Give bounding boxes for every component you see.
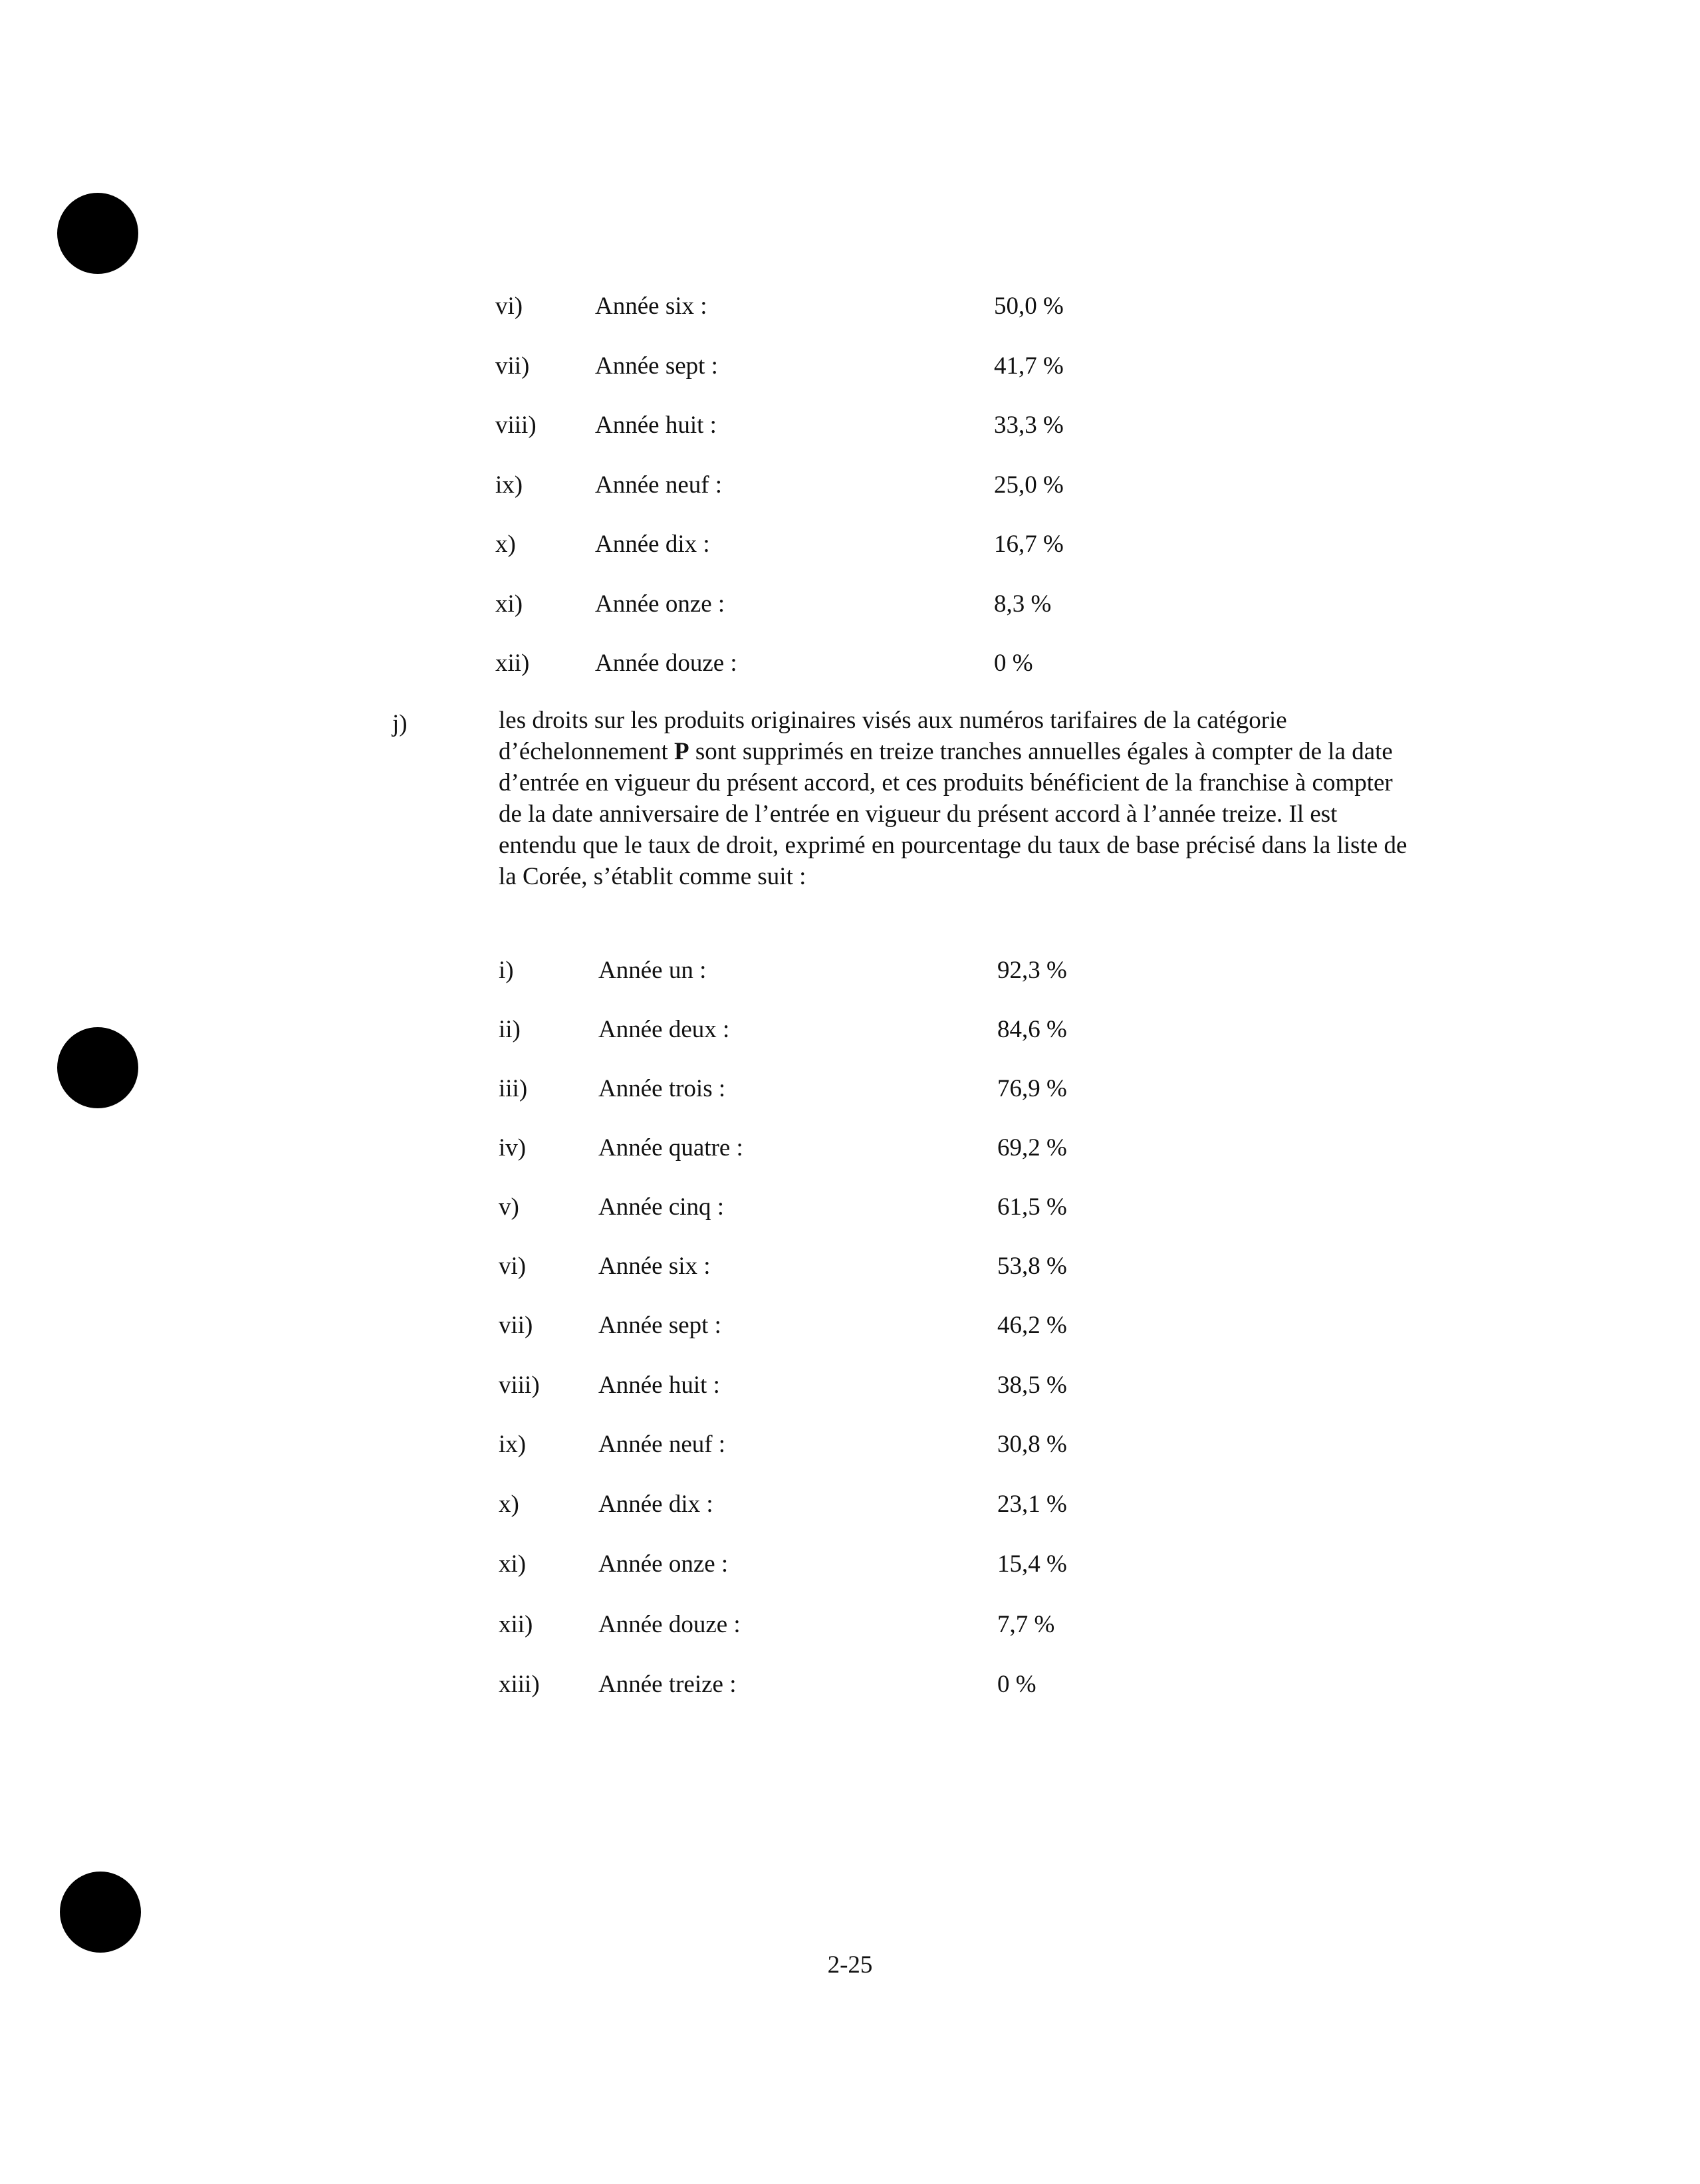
row-number: ix) bbox=[499, 1431, 527, 1458]
row-rate: 41,7 % bbox=[994, 352, 1064, 380]
row-number: xii) bbox=[499, 1611, 533, 1638]
row-number: iv) bbox=[499, 1134, 527, 1161]
row-number: v) bbox=[499, 1193, 519, 1221]
row-number: vi) bbox=[499, 1253, 527, 1280]
row-rate: 38,5 % bbox=[997, 1372, 1067, 1399]
row-number: xi) bbox=[499, 1550, 527, 1578]
row-number: x) bbox=[495, 531, 516, 558]
row-number: viii) bbox=[495, 412, 537, 439]
page-number: 2-25 bbox=[827, 1951, 873, 1979]
row-label: Année trois : bbox=[598, 1075, 726, 1102]
row-label: Année sept : bbox=[595, 352, 718, 380]
row-rate: 0 % bbox=[997, 1671, 1036, 1698]
row-label: Année douze : bbox=[598, 1611, 741, 1638]
binder-hole bbox=[60, 1872, 141, 1953]
row-rate: 92,3 % bbox=[997, 957, 1067, 984]
row-number: vi) bbox=[495, 293, 523, 320]
row-rate: 0 % bbox=[994, 650, 1033, 677]
row-label: Année cinq : bbox=[598, 1193, 725, 1221]
row-number: iii) bbox=[499, 1075, 528, 1102]
row-rate: 8,3 % bbox=[994, 590, 1052, 618]
row-number: xiii) bbox=[499, 1671, 540, 1698]
row-rate: 33,3 % bbox=[994, 412, 1064, 439]
row-rate: 76,9 % bbox=[997, 1075, 1067, 1102]
row-number: i) bbox=[499, 957, 514, 984]
row-label: Année deux : bbox=[598, 1016, 730, 1043]
binder-hole bbox=[57, 1027, 138, 1108]
row-label: Année six : bbox=[598, 1253, 711, 1280]
row-rate: 25,0 % bbox=[994, 471, 1064, 499]
row-number: viii) bbox=[499, 1372, 540, 1399]
row-rate: 53,8 % bbox=[997, 1253, 1067, 1280]
row-number: ix) bbox=[495, 471, 523, 499]
paragraph-text-start: les droits sur les produits originaires visés aux numéros tarifaires de la catégorie d’échelonnement bbox=[499, 707, 1287, 765]
row-label: Année treize : bbox=[598, 1671, 737, 1698]
category-code: P bbox=[674, 738, 689, 765]
row-label: Année quatre : bbox=[598, 1134, 743, 1161]
row-number: ii) bbox=[499, 1016, 521, 1043]
row-label: Année neuf : bbox=[598, 1431, 726, 1458]
row-number: vii) bbox=[499, 1312, 533, 1339]
row-number: xii) bbox=[495, 650, 530, 677]
paragraph-text-end: sont supprimés en treize tranches annuelles égales à compter de la date d’entrée en vigueur du présent accord, et ces produits bénéficient de la franchise à compter de la date anniversaire de l’entrée en vigueur du présent accord à l’année treize. Il est entendu que le taux de droit, exprimé en pourcentage du taux de base précisé dans la liste de la Corée, s’établit comme suit : bbox=[499, 738, 1407, 890]
row-label: Année huit : bbox=[598, 1372, 720, 1399]
row-label: Année neuf : bbox=[595, 471, 723, 499]
row-rate: 46,2 % bbox=[997, 1312, 1067, 1339]
row-label: Année sept : bbox=[598, 1312, 721, 1339]
row-rate: 7,7 % bbox=[997, 1611, 1055, 1638]
row-rate: 50,0 % bbox=[994, 293, 1064, 320]
binder-hole bbox=[57, 193, 138, 274]
row-rate: 16,7 % bbox=[994, 531, 1064, 558]
paragraph-letter: j) bbox=[392, 710, 408, 737]
row-label: Année dix : bbox=[598, 1491, 713, 1518]
row-label: Année onze : bbox=[598, 1550, 729, 1578]
row-rate: 84,6 % bbox=[997, 1016, 1067, 1043]
row-label: Année un : bbox=[598, 957, 707, 984]
row-label: Année six : bbox=[595, 293, 707, 320]
row-rate: 15,4 % bbox=[997, 1550, 1067, 1578]
row-rate: 23,1 % bbox=[997, 1491, 1067, 1518]
row-label: Année onze : bbox=[595, 590, 725, 618]
row-rate: 69,2 % bbox=[997, 1134, 1067, 1161]
row-rate: 61,5 % bbox=[997, 1193, 1067, 1221]
row-label: Année huit : bbox=[595, 412, 717, 439]
row-number: xi) bbox=[495, 590, 523, 618]
row-label: Année dix : bbox=[595, 531, 710, 558]
row-label: Année douze : bbox=[595, 650, 737, 677]
paragraph-text bbox=[499, 705, 1416, 892]
row-rate: 30,8 % bbox=[997, 1431, 1067, 1458]
row-number: x) bbox=[499, 1491, 519, 1518]
row-number: vii) bbox=[495, 352, 530, 380]
